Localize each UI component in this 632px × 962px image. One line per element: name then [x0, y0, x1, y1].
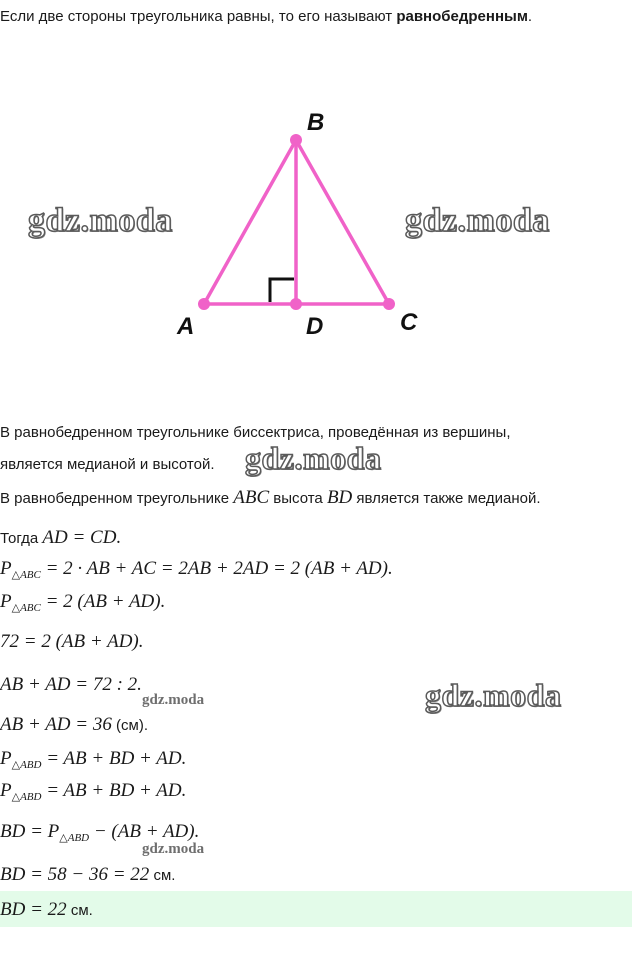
- vertex-c: [383, 298, 395, 310]
- paragraph-2-suffix: является также медианой.: [352, 490, 541, 507]
- paragraph-1-line-2: является медианой и высотой.: [0, 456, 215, 473]
- paragraph-2-prefix: В равнобедренном треугольнике: [0, 490, 234, 507]
- intro-text-suffix: .: [527, 8, 533, 25]
- label-c: C: [400, 309, 418, 336]
- math-line-1-expr: AD = CD.: [42, 527, 122, 548]
- watermark-lower-right: gdz.moda: [425, 677, 562, 713]
- math-line-2-sub: △ABC: [11, 569, 41, 581]
- vertex-d: [290, 298, 302, 310]
- math-line-10-unit: см.: [149, 867, 176, 884]
- math-line-7-expr: = AB + BD + AD.: [41, 748, 187, 769]
- watermark-small-2: gdz.moda: [142, 841, 205, 857]
- watermark-left: gdz.moda: [28, 202, 173, 239]
- answer-highlight: [0, 891, 632, 927]
- math-line-3-sub: △ABC: [11, 602, 41, 614]
- paragraph-2-abc: ABC: [233, 487, 270, 508]
- math-line-3: [0, 591, 165, 614]
- math-line-6-expr: AB + AD = 36: [0, 714, 112, 735]
- math-line-10: [0, 864, 175, 886]
- math-line-3-expr: = 2 (AB + AD).: [40, 591, 166, 612]
- math-line-3-p: P: [0, 591, 12, 612]
- math-line-1-prefix: Тогда: [0, 530, 43, 547]
- math-line-7: [0, 748, 186, 771]
- paragraph-2-bd: BD: [326, 487, 353, 508]
- math-line-7-sub: △ABD: [11, 759, 42, 771]
- math-line-2: [0, 558, 393, 581]
- math-line-8-p: P: [0, 780, 12, 801]
- watermark-small-1: gdz.moda: [142, 692, 205, 708]
- math-line-6-unit: (см).: [111, 717, 148, 734]
- math-line-9-start: BD = P: [0, 821, 60, 842]
- math-line-2-expr: = 2 · AB + AC = 2AB + 2AD = 2 (AB + AD).: [40, 558, 393, 579]
- triangle-lines: [204, 140, 389, 304]
- paragraph-2-mid: высота: [269, 490, 327, 507]
- math-line-8: [0, 780, 186, 803]
- intro-text-prefix: Если две стороны треугольника равны, то его называют: [0, 8, 397, 25]
- math-line-9-expr: − (AB + AD).: [89, 821, 200, 842]
- label-b: B: [307, 109, 325, 136]
- math-line-8-sub: △ABD: [11, 791, 42, 803]
- math-line-7-p: P: [0, 748, 12, 769]
- answer-unit: см.: [66, 902, 93, 919]
- label-d: D: [306, 313, 324, 340]
- answer-expr: BD = 22: [0, 899, 67, 920]
- right-angle-mark: [270, 279, 294, 302]
- math-line-10-expr: BD = 58 − 36 = 22: [0, 864, 150, 885]
- vertex-a: [198, 298, 210, 310]
- math-line-8-expr: = AB + BD + AD.: [41, 780, 187, 801]
- math-line-1: [0, 527, 121, 549]
- vertex-b: [290, 134, 302, 146]
- watermark-inline: gdz.moda: [245, 440, 382, 476]
- label-a: A: [177, 313, 195, 340]
- math-line-5: AB + AD = 72 : 2.: [0, 674, 142, 695]
- math-line-4: 72 = 2 (AB + AD).: [0, 631, 144, 652]
- watermark-right: gdz.moda: [405, 202, 550, 239]
- paragraph-2: [0, 487, 541, 509]
- side-bc: [296, 140, 389, 304]
- math-line-9-sub: △ABD: [59, 832, 90, 844]
- paragraph-1-line-1: В равнобедренном треугольнике биссектриса, проведённая из вершины,: [0, 424, 511, 441]
- math-line-6: [0, 714, 148, 736]
- isosceles-triangle-diagram: [0, 0, 632, 380]
- intro-text-bold: равнобедренным: [396, 8, 528, 25]
- math-line-2-p: P: [0, 558, 12, 579]
- answer-line: [0, 899, 93, 921]
